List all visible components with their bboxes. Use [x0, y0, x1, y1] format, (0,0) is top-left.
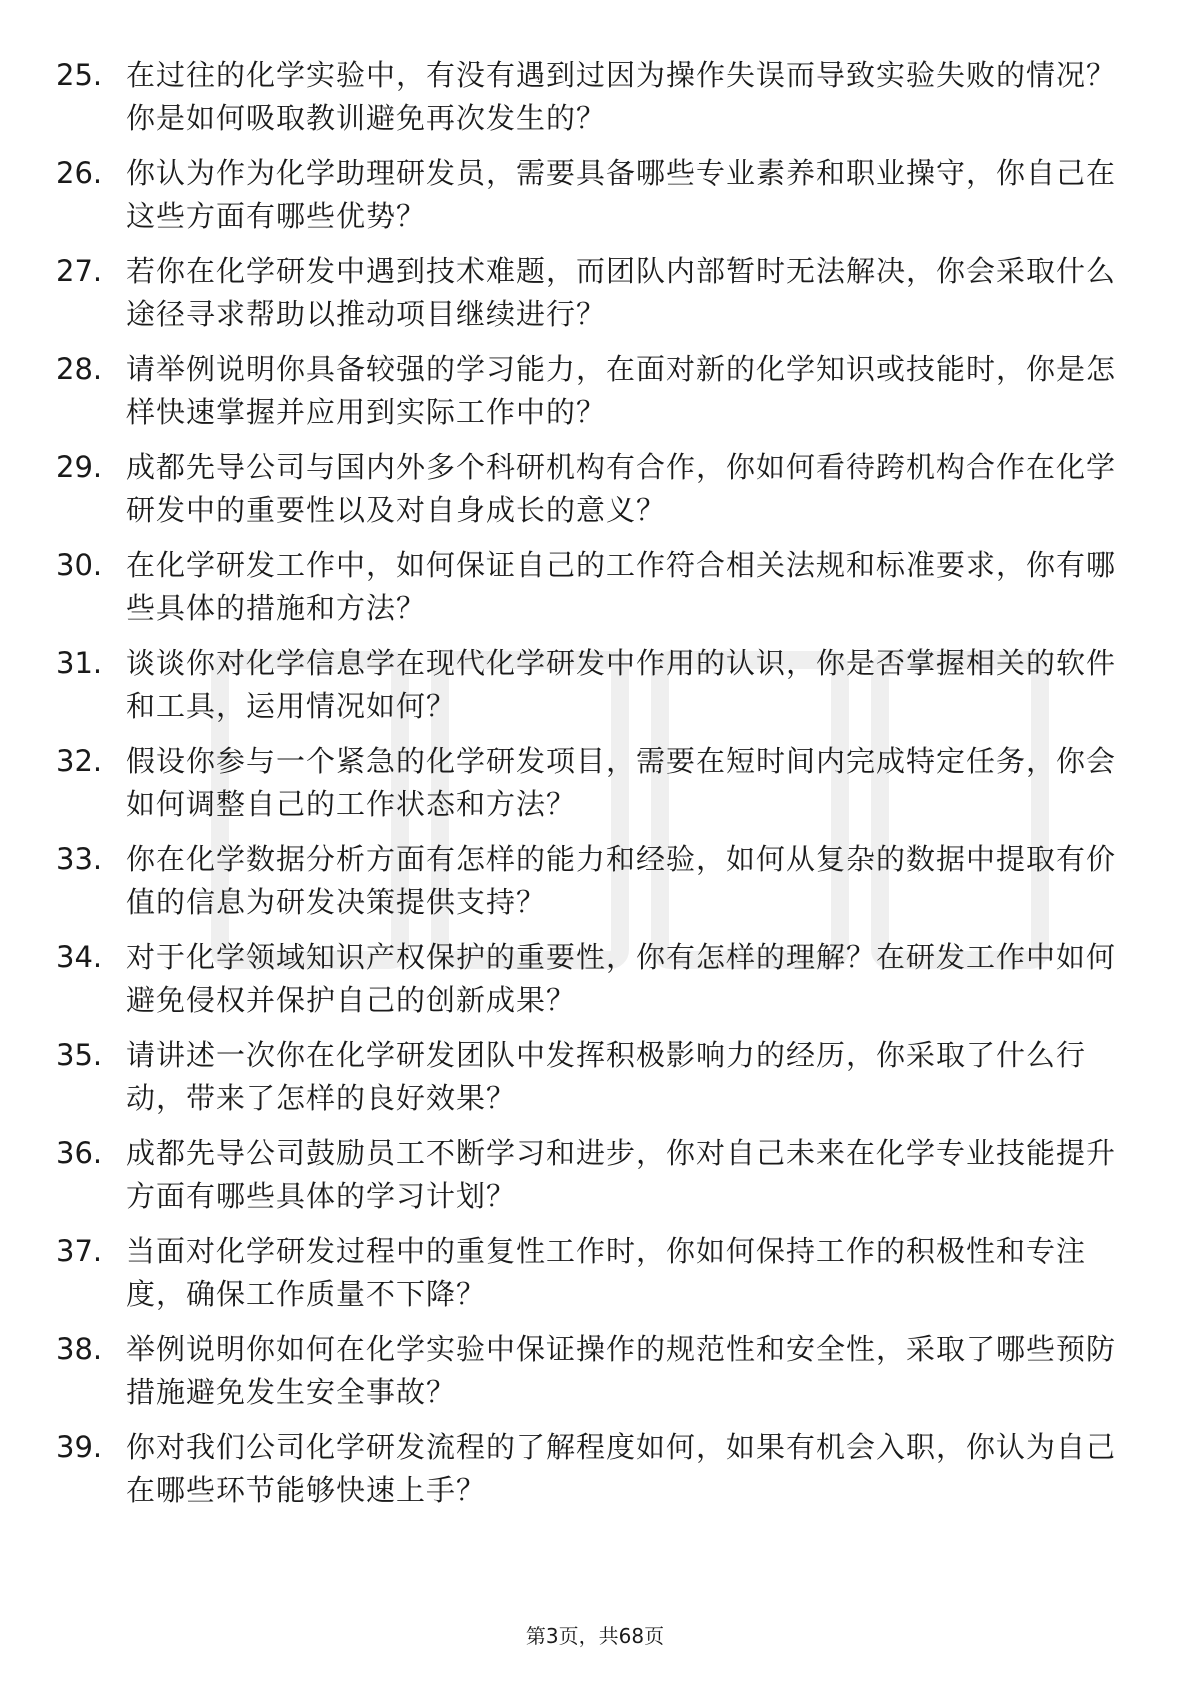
question-item [56, 348, 1116, 434]
question-number: 26. [56, 156, 103, 190]
question-text: 当面对化学研发过程中的重复性工作时，你如何保持工作的积极性和专注度，确保工作质量不下降？ [126, 1234, 1087, 1311]
question-text: 你在化学数据分析方面有怎样的能力和经验，如何从复杂的数据中提取有价值的信息为研发决策提供支持？ [126, 842, 1117, 919]
question-number: 31. [56, 646, 103, 680]
question-item [56, 152, 1116, 238]
question-item [56, 446, 1116, 532]
question-item [56, 642, 1116, 728]
question-text: 你对我们公司化学研发流程的了解程度如何，如果有机会入职，你认为自己在哪些环节能够快速上手？ [126, 1430, 1117, 1507]
question-number: 37. [56, 1234, 103, 1268]
question-number: 36. [56, 1136, 103, 1170]
question-item [56, 936, 1116, 1022]
question-item [56, 54, 1116, 140]
question-item [56, 544, 1116, 630]
question-text: 成都先导公司与国内外多个科研机构有合作，你如何看待跨机构合作在化学研发中的重要性以及对自身成长的意义？ [126, 450, 1117, 527]
question-list [56, 54, 1116, 1524]
question-number: 33. [56, 842, 103, 876]
question-item [56, 1426, 1116, 1512]
question-number: 38. [56, 1332, 103, 1366]
question-text: 在过往的化学实验中，有没有遇到过因为操作失误而导致实验失败的情况？你是如何吸取教训避免再次发生的？ [126, 58, 1117, 135]
question-number: 29. [56, 450, 103, 484]
question-number: 28. [56, 352, 103, 386]
question-number: 34. [56, 940, 103, 974]
question-number: 25. [56, 58, 103, 92]
question-text: 成都先导公司鼓励员工不断学习和进步，你对自己未来在化学专业技能提升方面有哪些具体的学习计划？ [126, 1136, 1117, 1213]
question-item [56, 740, 1116, 826]
question-item [56, 1328, 1116, 1414]
question-text: 请讲述一次你在化学研发团队中发挥积极影响力的经历，你采取了什么行动，带来了怎样的良好效果？ [126, 1038, 1087, 1115]
question-text: 你认为作为化学助理研发员，需要具备哪些专业素养和职业操守，你自己在这些方面有哪些优势？ [126, 156, 1117, 233]
question-text: 在化学研发工作中，如何保证自己的工作符合相关法规和标准要求，你有哪些具体的措施和方法？ [126, 548, 1117, 625]
question-text: 对于化学领域知识产权保护的重要性，你有怎样的理解？在研发工作中如何避免侵权并保护自己的创新成果？ [126, 940, 1117, 1017]
question-text: 谈谈你对化学信息学在现代化学研发中作用的认识，你是否掌握相关的软件和工具，运用情况如何？ [126, 646, 1117, 723]
question-number: 35. [56, 1038, 103, 1072]
question-item [56, 838, 1116, 924]
question-text: 请举例说明你具备较强的学习能力，在面对新的化学知识或技能时，你是怎样快速掌握并应用到实际工作中的？ [126, 352, 1117, 429]
question-item [56, 1034, 1116, 1120]
question-text: 若你在化学研发中遇到技术难题，而团队内部暂时无法解决，你会采取什么途径寻求帮助以推动项目继续进行？ [126, 254, 1117, 331]
question-item [56, 250, 1116, 336]
question-number: 30. [56, 548, 103, 582]
question-text: 假设你参与一个紧急的化学研发项目，需要在短时间内完成特定任务，你会如何调整自己的工作状态和方法？ [126, 744, 1117, 821]
page-footer [0, 1620, 1190, 1649]
question-number: 27. [56, 254, 103, 288]
question-item [56, 1132, 1116, 1218]
question-item [56, 1230, 1116, 1316]
question-number: 39. [56, 1430, 103, 1464]
page-number-label: 第3页，共68页 [525, 1624, 665, 1648]
question-number: 32. [56, 744, 103, 778]
question-text: 举例说明你如何在化学实验中保证操作的规范性和安全性，采取了哪些预防措施避免发生安全事故？ [126, 1332, 1117, 1409]
